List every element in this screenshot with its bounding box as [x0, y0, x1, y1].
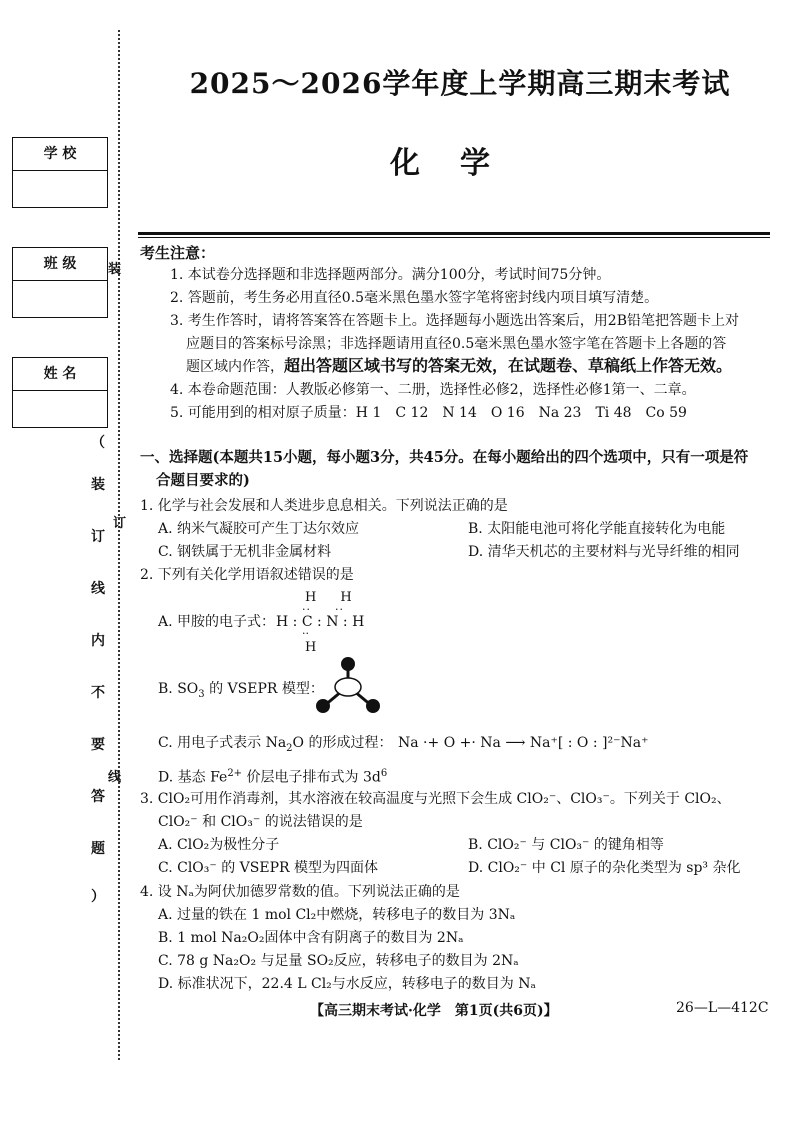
- formula-pair: :: [292, 614, 298, 630]
- vertical-note-char: ）: [91, 889, 105, 905]
- q1-option-a: A. 纳米气凝胶可产生丁达尔效应: [158, 521, 360, 537]
- q2-stem: 2. 下列有关化学用语叙述错误的是: [140, 567, 354, 583]
- q3-option-c: C. ClO₃⁻ 的 VSEPR 模型为四面体: [158, 860, 379, 876]
- q4-option-c: C. 78 g Na₂O₂ 与足量 SO₂反应，转移电子的数目为 2Nₐ: [158, 953, 519, 969]
- q2-option-c-label: C. 用电子式表示 $Na_2O$ 的形成过程：: [158, 735, 393, 754]
- methylamine-bottom-dots: ··: [302, 627, 309, 640]
- header-divider-thin: [138, 237, 770, 238]
- page-footer: 【高三期末考试·化学 第1页(共6页)】: [310, 1003, 558, 1019]
- methylamine-top-dots: ·· ··: [302, 603, 344, 616]
- vertical-note-char: 不: [91, 685, 105, 701]
- q4-stem: 4. 设 Nₐ为阿伏加德罗常数的值。下列说法正确的是: [140, 884, 460, 900]
- class-field[interactable]: [12, 247, 108, 318]
- notice-emphasis: 超出答题区域书写的答案无效，在试题卷、草稿纸上作答无效。: [284, 356, 733, 375]
- q3-stem-cont: ClO₂⁻ 和 ClO₃⁻ 的说法错误的是: [158, 814, 363, 830]
- formula-c: C: [301, 614, 313, 630]
- vertical-note-char: 答: [91, 789, 105, 805]
- name-field[interactable]: [12, 357, 108, 428]
- school-field[interactable]: [12, 137, 108, 208]
- formula-pair: :: [342, 614, 348, 630]
- notice-item-lead: [186, 356, 732, 377]
- q1-stem: 1. 化学与社会发展和人类进步息息相关。下列说法正确的是: [140, 498, 508, 514]
- q4-option-a: A. 过量的铁在 1 mol Cl₂中燃烧，转移电子的数目为 3Nₐ: [158, 907, 516, 923]
- q4-option-d: D. 标准状况下，22.4 L Cl₂与水反应，转移电子的数目为 Nₐ: [158, 976, 536, 992]
- section-heading: 一、选择题(本题共15小题，每小题3分，共45分。在每小题给出的四个选项中，只有一项是符: [140, 449, 749, 466]
- eq-oxygen: O: [443, 735, 456, 751]
- paper-code: 26—L—412C: [676, 1000, 769, 1016]
- so3-vsepr-model: [312, 656, 384, 716]
- vertical-note-char: （: [91, 435, 105, 451]
- q1-option-c: C. 钢铁属于无机非金属材料: [158, 544, 332, 560]
- binding-dotted-line: [118, 30, 120, 1060]
- eq-right: +· Na: [459, 735, 501, 751]
- q3-option-d: D. ClO₂⁻ 中 Cl 原子的杂化类型为 sp³ 杂化: [468, 860, 741, 876]
- formula-h: H: [276, 614, 289, 630]
- eq-product: Na⁺[ : O : ]²⁻Na⁺: [529, 735, 649, 751]
- methylamine-formula: [276, 612, 364, 632]
- notice-heading: 考生注意：: [140, 244, 216, 262]
- eq-arrow: ⟶: [505, 735, 526, 751]
- formula-n: N: [326, 614, 339, 630]
- formula-h: H: [340, 590, 352, 605]
- notice-item: 3. 考生作答时，请将答案答在答题卡上。选择题每小题选出答案后，用2B铅笔把答题卡上对: [170, 313, 740, 329]
- subject-title: 化学: [390, 146, 530, 181]
- header-divider: [138, 232, 770, 235]
- notice-item: 1. 本试卷分选择题和非选择题两部分。满分100分，考试时间75分钟。: [170, 267, 611, 283]
- vertical-note-char: 订: [91, 529, 105, 545]
- name-label: 姓 名: [13, 358, 107, 391]
- vertical-note-char: 要: [91, 737, 105, 753]
- vertical-note-char: 题: [91, 841, 105, 857]
- eq-left: Na ·+: [398, 735, 440, 751]
- school-label: 学 校: [13, 138, 107, 171]
- q3-option-b: B. ClO₂⁻ 与 ClO₃⁻ 的键角相等: [468, 837, 664, 853]
- exam-title: 2025～2026学年度上学期高三期末考试: [189, 67, 731, 100]
- notice-item: 题区域内作答，: [186, 359, 284, 375]
- vertical-note-char: 线: [91, 581, 105, 597]
- cut-mark-ding: 订: [113, 516, 127, 531]
- notice-item: 4. 本卷命题范围：人教版必修第一、二册，选择性必修2，选择性必修1第一、二章。: [170, 382, 696, 398]
- cut-mark-zhuang: 装: [108, 262, 122, 277]
- vertical-note-char: 装: [91, 477, 105, 493]
- q2-option-a-label: A. 甲胺的电子式：: [158, 614, 276, 630]
- vertical-note-char: 内: [91, 633, 105, 649]
- methylamine-bottom-h: H: [305, 640, 317, 655]
- q2-option-b-label: B. $SO_3$ 的 VSEPR 模型：: [158, 681, 324, 700]
- q3-stem: 3. ClO₂可用作消毒剂，其水溶液在较高温度与光照下会生成 ClO₂⁻、ClO₃⁻。下列关于 ClO₂、: [140, 791, 731, 807]
- formula-h: H: [352, 614, 365, 630]
- formula-h: H: [305, 590, 317, 605]
- section-heading-cont: 合题目要求的): [156, 472, 250, 489]
- na2o-formation-equation: [398, 733, 648, 753]
- class-label: 班 级: [13, 248, 107, 281]
- atomic-masses: 5. 可能用到的相对原子质量：H 1 C 12 N 14 O 16 Na 23 Ti 48 Co 59: [170, 405, 687, 421]
- q1-option-d: D. 清华天机芯的主要材料与光导纤维的相同: [468, 544, 740, 560]
- q3-option-a: A. ClO₂为极性分子: [158, 837, 280, 853]
- notice-item: 2. 答题前，考生务必用直径0.5毫米黑色墨水签字笔将密封线内项目填写清楚。: [170, 290, 659, 306]
- cut-mark-xian: 线: [108, 770, 122, 785]
- q2-option-d: D. 基态 $Fe^{2+}$ 价层电子排布式为 $3d^6$: [158, 768, 388, 786]
- notice-item: 应题目的答案标号涂黑；非选择题请用直径0.5毫米黑色墨水签字笔在答题卡上各题的答: [186, 336, 727, 352]
- q1-option-b: B. 太阳能电池可将化学能直接转化为电能: [468, 521, 726, 537]
- q4-option-b: B. 1 mol Na₂O₂固体中含有阴离子的数目为 2Nₐ: [158, 930, 464, 946]
- formula-pair: :: [317, 614, 322, 630]
